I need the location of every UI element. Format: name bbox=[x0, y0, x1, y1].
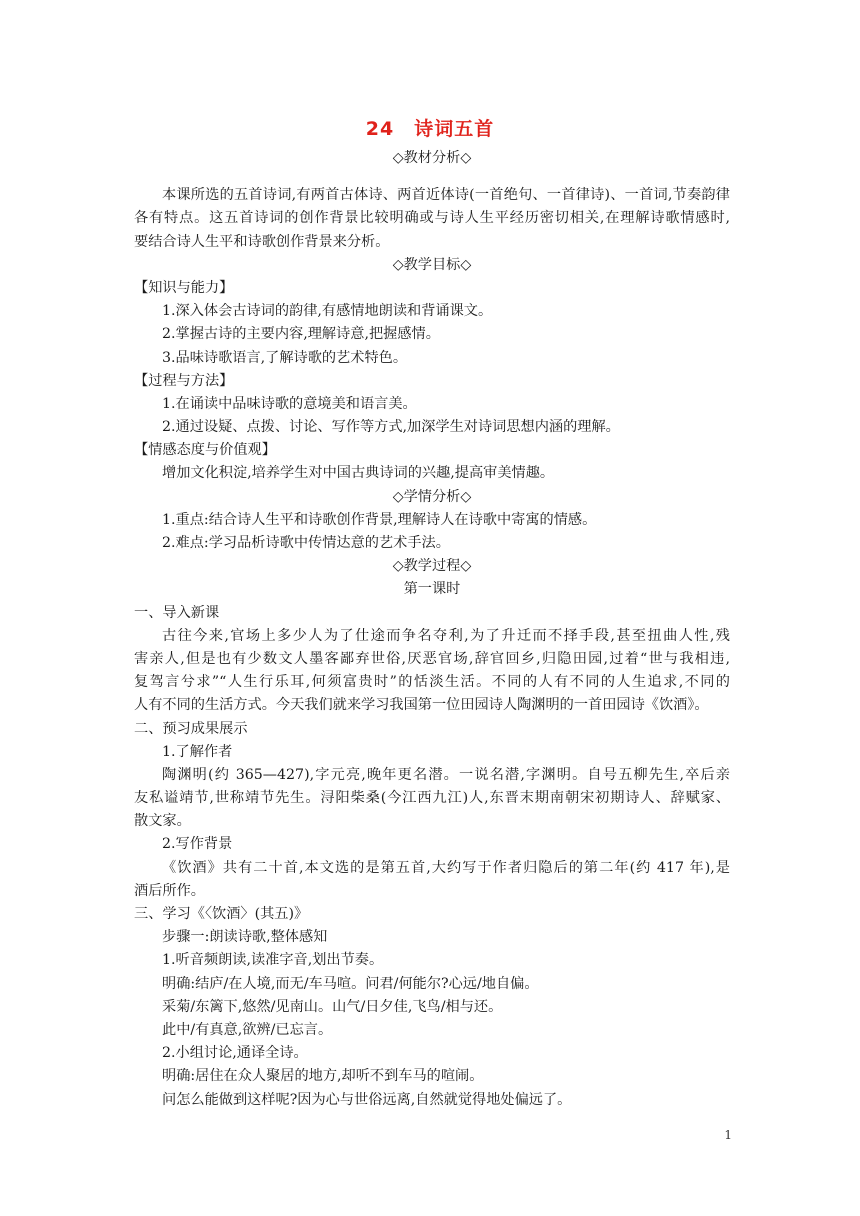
subheading-knowledge: 【知识与能力】 bbox=[134, 279, 234, 296]
step-heading: 二、预习成果展示 bbox=[134, 720, 248, 737]
paragraph-line: 古往今来,官场上多少人为了仕途而争名夺利,为了升迁而不择手段,甚至扭曲人性,残 bbox=[162, 627, 730, 644]
paragraph-line: 害亲人,但是也有少数文人墨客鄙弃世俗,厌恶官场,辞官回乡,归隐田园,过着“世与我相违, bbox=[134, 650, 730, 667]
paragraph-line: 复驾言兮求”“人生行乐耳,何须富贵时”的恬淡生活。不同的人有不同的人生追求,不同的 bbox=[134, 674, 730, 691]
list-item: 1.在诵读中品味诗歌的意境美和语言美。 bbox=[162, 395, 417, 412]
document-body bbox=[134, 147, 730, 1112]
paragraph-line: 酒后所作。 bbox=[134, 882, 205, 899]
list-item: 2.写作背景 bbox=[162, 836, 233, 853]
section-heading-student-analysis: ◇学情分析◇ bbox=[392, 488, 472, 505]
list-item: 3.品味诗歌语言,了解诗歌的艺术特色。 bbox=[162, 349, 408, 366]
poem-line: 明确:结庐/在人境,而无/车马喧。问君/何能尔?心远/地自偏。 bbox=[162, 975, 539, 992]
paragraph-line: 明确:居住在众人聚居的地方,却听不到车马的喧闹。 bbox=[162, 1068, 484, 1085]
page-title: 24 诗词五首 bbox=[365, 118, 495, 140]
list-item: 1.重点:结合诗人生平和诗歌创作背景,理解诗人在诗歌中寄寓的情感。 bbox=[162, 511, 597, 528]
paragraph-line: 《饮酒》共有二十首,本文选的是第五首,大约写于作者归隐后的第二年(约 417 年),是 bbox=[162, 859, 730, 876]
page-number: 1 bbox=[724, 1128, 732, 1142]
list-item: 增加文化积淀,培养学生对中国古典诗词的兴趣,提高审美情趣。 bbox=[162, 465, 555, 482]
poem-line: 采菊/东篱下,悠然/见南山。山气/日夕佳,飞鸟/相与还。 bbox=[162, 998, 503, 1015]
list-item: 2.小组讨论,通译全诗。 bbox=[162, 1045, 308, 1062]
poem-line: 此中/有真意,欲辨/已忘言。 bbox=[162, 1021, 333, 1038]
list-item: 2.掌握古诗的主要内容,理解诗意,把握感情。 bbox=[162, 326, 440, 343]
paragraph-line: 散文家。 bbox=[134, 813, 191, 830]
list-item: 1.听音频朗读,读准字音,划出节奏。 bbox=[162, 952, 384, 969]
paragraph-line: 要结合诗人生平和诗歌创作背景来分析。 bbox=[134, 233, 390, 250]
paragraph-line: 各有特点。这五首诗词的创作背景比较明确或与诗人生平经历密切相关,在理解诗歌情感时, bbox=[134, 210, 730, 227]
paragraph-line: 人有不同的生活方式。今天我们就来学习我国第一位田园诗人陶渊明的一首田园诗《饮酒》。 bbox=[134, 697, 709, 714]
lesson-period-label: 第一课时 bbox=[403, 581, 461, 598]
subheading-process: 【过程与方法】 bbox=[134, 372, 234, 389]
paragraph-line: 陶渊明(约 365—427),字元亮,晚年更名潜。一说名潜,字渊明。自号五柳先生,卒后亲 bbox=[162, 766, 730, 783]
section-heading-textbook-analysis: ◇教材分析◇ bbox=[392, 150, 472, 166]
subheading-emotion: 【情感态度与价值观】 bbox=[134, 442, 276, 459]
spacer bbox=[134, 170, 730, 184]
paragraph-line: 问怎么能做到这样呢?因为心与世俗远离,自然就觉得地处偏远了。 bbox=[162, 1091, 572, 1108]
section-heading-teaching-process: ◇教学过程◇ bbox=[392, 558, 472, 575]
paragraph-line: 本课所选的五首诗词,有两首古体诗、两首近体诗(一首绝句、一首律诗)、一首词,节奏韵律 bbox=[162, 187, 730, 204]
list-item: 1.了解作者 bbox=[162, 743, 233, 760]
list-item: 2.难点:学习品析诗歌中传情达意的艺术手法。 bbox=[162, 535, 450, 551]
step-heading: 一、导入新课 bbox=[134, 604, 220, 621]
paragraph-line: 步骤一:朗读诗歌,整体感知 bbox=[162, 929, 328, 946]
list-item: 2.通过设疑、点拨、讨论、写作等方式,加深学生对诗词思想内涵的理解。 bbox=[162, 419, 620, 436]
paragraph-line: 友私谥靖节,世称靖节先生。浔阳柴桑(今江西九江)人,东晋末期南朝宋初期诗人、辞赋家、 bbox=[134, 790, 730, 807]
step-heading: 三、学习《〈饮酒〉(其五)》 bbox=[134, 906, 309, 922]
list-item: 1.深入体会古诗词的韵律,有感情地朗读和背诵课文。 bbox=[162, 303, 493, 320]
section-heading-teaching-objectives: ◇教学目标◇ bbox=[392, 256, 472, 273]
